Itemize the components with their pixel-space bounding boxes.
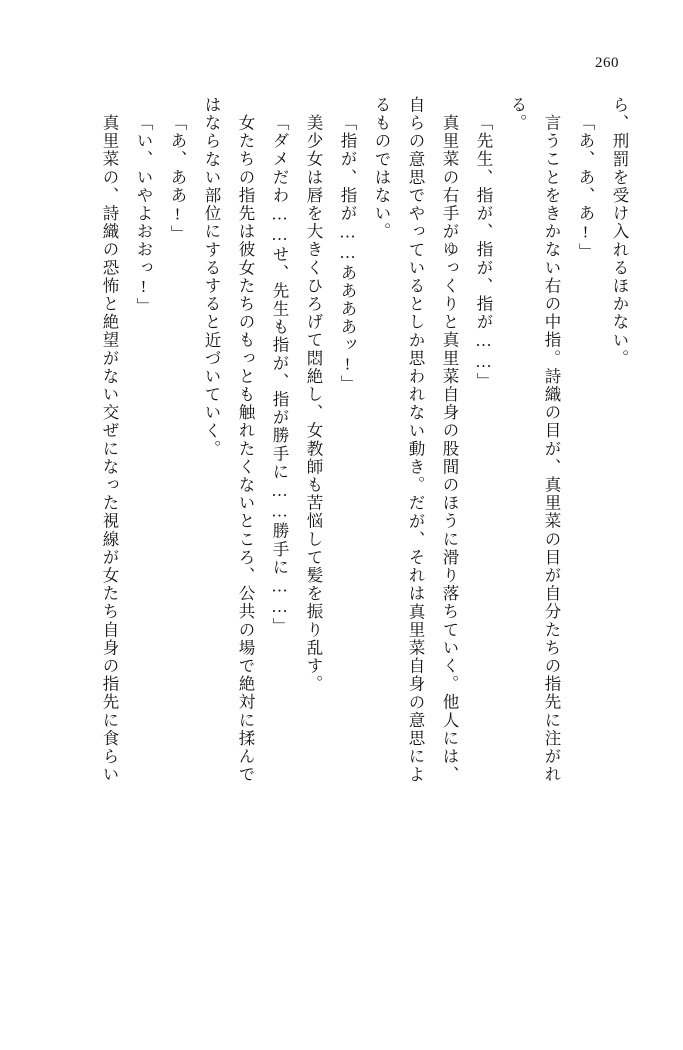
- text-line: 美少女は唇を大きくひろげて悶絶し、女教師も苦悩して髪を振り乱す。: [304, 114, 323, 694]
- text-line: 「い、いやよおおっ!」: [134, 114, 153, 316]
- text-line: 「あ、ああ!」: [168, 114, 187, 244]
- vertical-text-body: [40, 96, 627, 976]
- text-line: 「先生、指が、指が、指が……」: [474, 114, 493, 391]
- text-line: 女たちの指先は彼女たちのもっとも触れたくないところ、公共の場で絶対に揉んで: [236, 114, 255, 784]
- text-line: 「ダメだわ……せ、先生も指が、指が勝手に……勝手に……」: [270, 114, 289, 636]
- text-line: 「あ、あ、あ!」: [576, 114, 595, 262]
- text-line: るものではない。: [372, 96, 391, 241]
- text-line: る。: [508, 96, 527, 133]
- text-line: 自らの意思でやっているとしか思われない動き。だが、それは真里菜自身の意思によ: [406, 96, 425, 784]
- page-number: 260: [595, 55, 619, 71]
- text-line: 真里菜の、詩織の恐怖と絶望がない交ぜになった視線が女たち自身の指先に食らい: [100, 114, 119, 784]
- text-line: ら、刑罰を受け入れるほかない。: [610, 96, 629, 368]
- text-line: はならない部位にするすると近づいていく。: [202, 96, 221, 458]
- text-line: 「指が、指が……ああああッ!」: [338, 114, 357, 393]
- text-line: 真里菜の右手がゆっくりと真里菜自身の股間のほうに滑り落ちていく。他人には、: [440, 114, 459, 784]
- text-line: 言うことをきかない右の中指。詩織の目が、真里菜の目が自分たちの指先に注がれ: [542, 114, 561, 784]
